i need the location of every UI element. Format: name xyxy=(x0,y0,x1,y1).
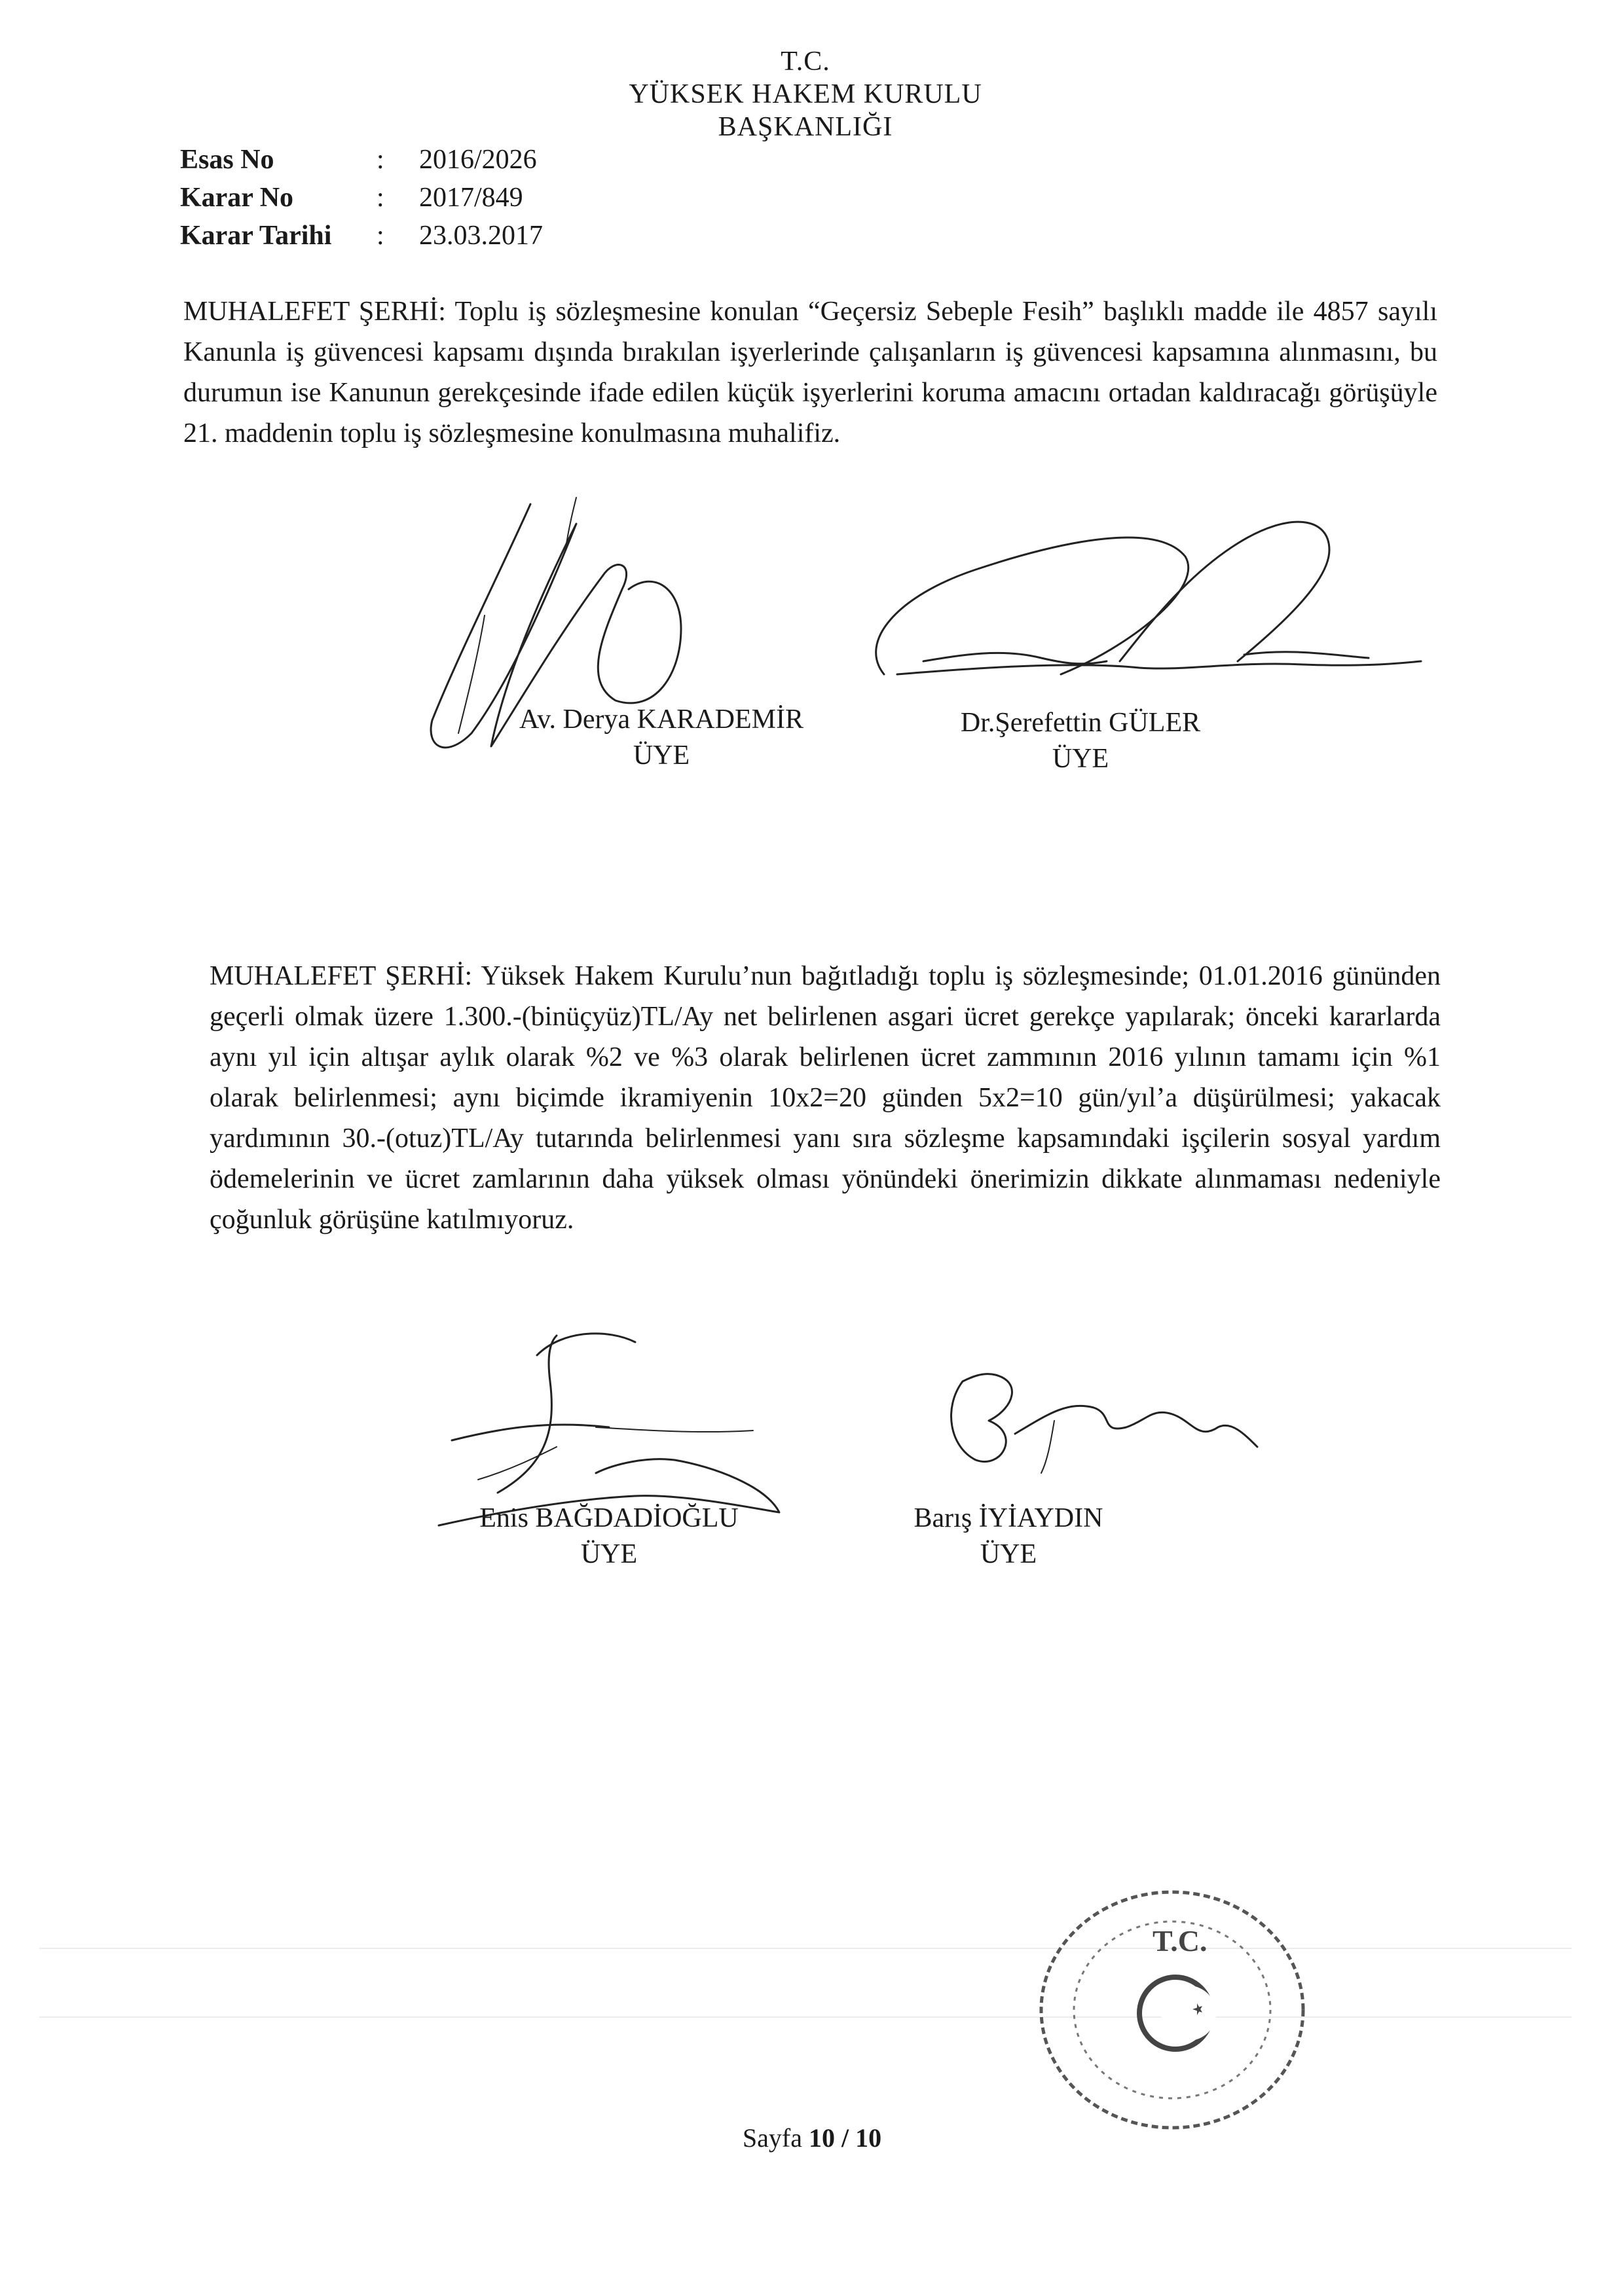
signatory-role-bagdadioglu: ÜYE xyxy=(580,1539,638,1569)
meta-separator: : xyxy=(377,145,384,175)
meta-separator: : xyxy=(377,183,384,213)
scan-artifact-line xyxy=(39,1948,1572,1949)
signature-bagdadioglu xyxy=(399,1316,845,1532)
meta-label: Esas No xyxy=(180,145,274,175)
signatory-name-bagdadioglu: Enis BAĞDADİOĞLU xyxy=(479,1503,739,1533)
meta-row-karar-no xyxy=(180,182,573,221)
signatory-name-karademir: Av. Derya KARADEMİR xyxy=(519,704,803,735)
page-footer xyxy=(0,2123,1624,2153)
signatory-role-guler: ÜYE xyxy=(1052,744,1109,774)
header-tc: T.C. xyxy=(781,46,830,77)
signature-guler xyxy=(845,498,1447,714)
scan-artifact-line xyxy=(39,2016,1572,2018)
signatory-name-iyiaydin: Barış İYİAYDIN xyxy=(913,1503,1103,1533)
page-label: Sayfa xyxy=(742,2123,809,2153)
signatory-name-guler: Dr.Şerefettin GÜLER xyxy=(960,708,1201,738)
meta-label: Karar No xyxy=(180,183,294,213)
official-stamp xyxy=(1022,1879,1323,2141)
header-institution: YÜKSEK HAKEM KURULU xyxy=(629,79,982,109)
dissent-opinion-1: MUHALEFET ŞERHİ: Toplu iş sözleşmesine konulan “Geçersiz Sebeple Fesih” başlıklı madde ile 4857 sayılı Kanunla iş güvencesi kapsamı dışında bırakılan işyerlerinde çalışanların iş güvencesi kapsamına alınmasını, bu durumun ise Kanunun gerekçesinde ifade edilen küçük işyerlerini koruma amacını ortadan kaldıracağı görüşüyle 21. maddenin toplu iş sözleşmesine konulmasına muhalifiz. xyxy=(183,297,1437,448)
page-number: 10 / 10 xyxy=(808,2123,882,2153)
stamp-seal-icon xyxy=(1022,1879,1323,2141)
meta-label: Karar Tarihi xyxy=(180,221,332,251)
meta-row-esas xyxy=(180,144,573,183)
stamp-text: T.C. xyxy=(1153,1924,1208,1958)
meta-value: 2016/2026 xyxy=(419,145,537,175)
meta-row-karar-tarihi xyxy=(180,220,573,259)
meta-separator: : xyxy=(377,221,384,251)
dissent-opinion-2: MUHALEFET ŞERHİ: Yüksek Hakem Kurulu’nun bağıtladığı toplu iş sözleşmesinde; 01.01.2016 gününden geçerli olmak üzere 1.300.-(binüçyüz)TL/Ay net belirlenen asgari ücret gerekçe yapılarak; önceki kararlarda aynı yıl için altışar aylık olarak %2 ve %3 olarak belirlenen ücret zammının 2016 yılının tamamı için %1 olarak belirlenmesi; aynı biçimde ikramiyenin 10x2=20 günden 5x2=10 gün/yıl’a düşürülmesi; yakacak yardımının 30.-(otuz)TL/Ay tutarında belirlenmesi yanı sıra sözleşme kapsamındaki işçilerin sosyal yardım ödemelerinin ve ücret zamlarının daha yüksek olması yönündeki önerimizin dikkate alınmaması nedeniyle çoğunluk görüşüne katılmıyoruz. xyxy=(210,961,1441,1235)
meta-value: 23.03.2017 xyxy=(419,221,543,251)
signature-iyiaydin xyxy=(917,1355,1270,1486)
signatory-role-iyiaydin: ÜYE xyxy=(980,1539,1037,1569)
meta-value: 2017/849 xyxy=(419,183,523,213)
signatory-role-karademir: ÜYE xyxy=(633,740,690,771)
header-office: BAŞKANLIĞI xyxy=(718,112,893,142)
